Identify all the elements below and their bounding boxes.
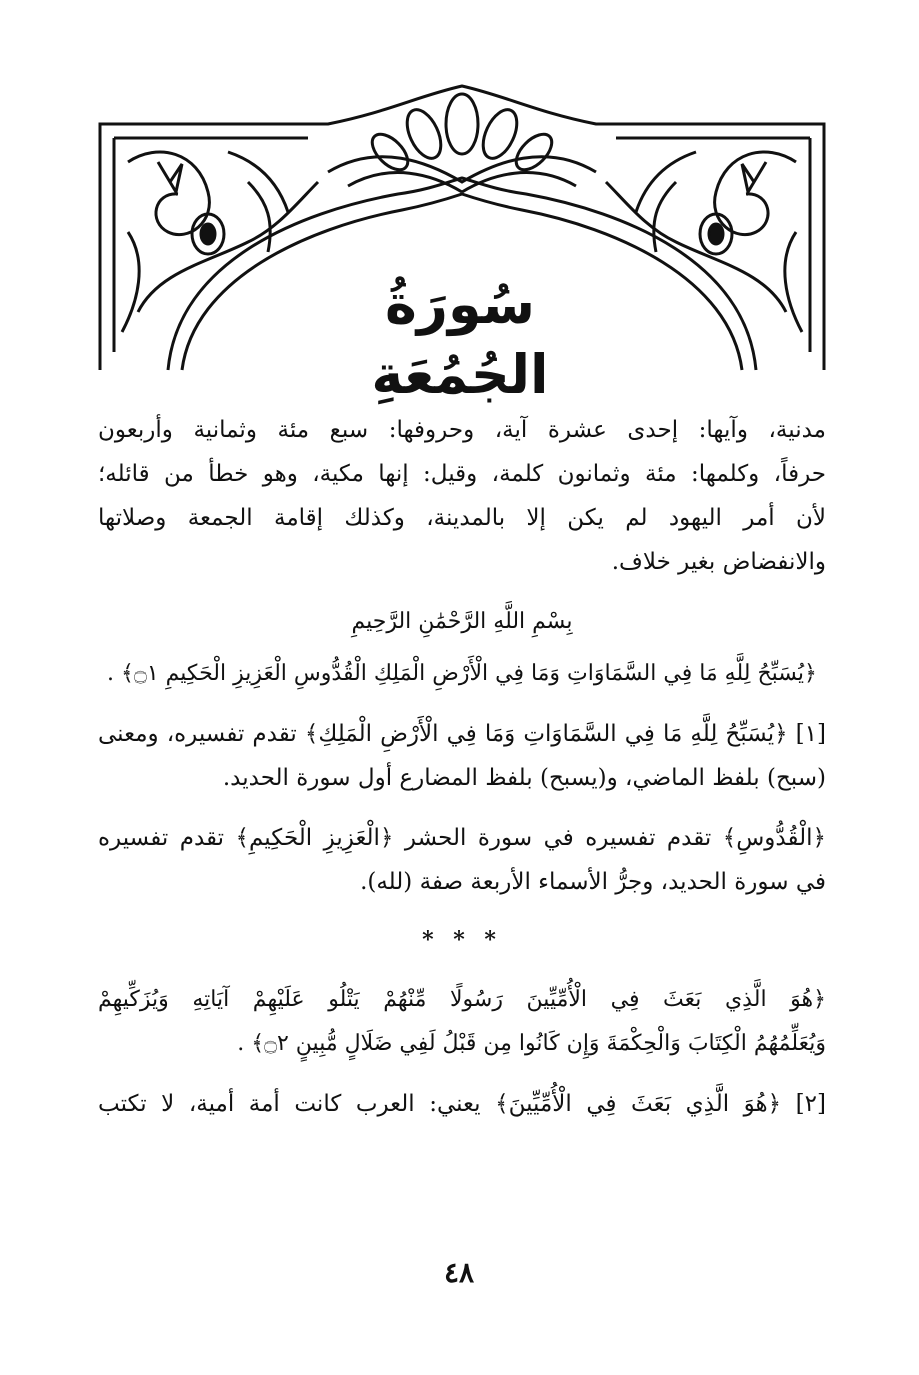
surah-introduction [98,408,826,584]
intro-line: لأن أمر اليهود لم يكن إلا بالمدينة، وكذلك إقامة الجمعة وصلاتها [98,505,826,531]
section-separator: * * * [422,927,502,953]
verse-2 [98,978,826,1066]
surah-title: سُورَةُ الجُمُعَةِ [371,273,549,406]
verse-line: وَيُعَلِّمُهُمُ الْكِتَابَ وَالْحِكْمَةَ وَإِن كَانُوا مِن قَبْلُ لَفِي ضَلَالٍ مُّبِينٍ ۝٢﴾ . [237,1031,826,1056]
intro-line: حرفاً، وكلمها: مئة وثمانون كلمة، وقيل: إنها مكية، وهو خطأ من قائله؛ [98,461,826,487]
commentary-names [98,816,826,904]
intro-line: مدنية، وآيها: إحدى عشرة آية، وحروفها: سبع مئة وثمانية وأربعون [98,417,826,443]
commentary-line: في سورة الحديد، وجرُّ الأسماء الأربعة صفة (لله). [360,869,826,895]
commentary-line: ﴿الْقُدُّوسِ﴾ تقدم تفسيره في سورة الحشر ﴿الْعَزِيزِ الْحَكِيمِ﴾ تقدم تفسيره [98,825,826,851]
commentary-line: [١] ﴿يُسَبِّحُ لِلَّهِ مَا فِي السَّمَاوَاتِ وَمَا فِي الْأَرْضِ الْمَلِكِ﴾ تقدم تفسيره، ومعنى [98,721,826,747]
commentary-verse-1 [98,712,826,800]
page-body [98,408,826,1126]
verse-line: ﴿هُوَ الَّذِي بَعَثَ فِي الْأُمِّيِّينَ رَسُولًا مِّنْهُمْ يَتْلُو عَلَيْهِمْ آيَاتِهِ وَيُزَكِّيهِمْ [98,987,826,1012]
basmala: بِسْمِ اللَّهِ الرَّحْمَٰنِ الرَّحِيمِ [351,609,573,634]
commentary-line: (سبح) بلفظ الماضي، و(يسبح) بلفظ المضارع أول سورة الحديد. [222,765,826,791]
verse-1: ﴿يُسَبِّحُ لِلَّهِ مَا فِي السَّمَاوَاتِ وَمَا فِي الْأَرْضِ الْمَلِكِ الْقُدُّوسِ الْعَزِيزِ الْحَكِيمِ ۝١﴾ . [107,661,817,686]
page-number: ٤٨ [443,1256,475,1289]
intro-line: والانفضاض بغير خلاف. [611,549,826,575]
commentary-verse-2 [98,1082,826,1126]
commentary-line: [٢] ﴿هُوَ الَّذِي بَعَثَ فِي الْأُمِّيِّينَ﴾ يعني: العرب كانت أمة أمية، لا تكتب [98,1091,826,1117]
